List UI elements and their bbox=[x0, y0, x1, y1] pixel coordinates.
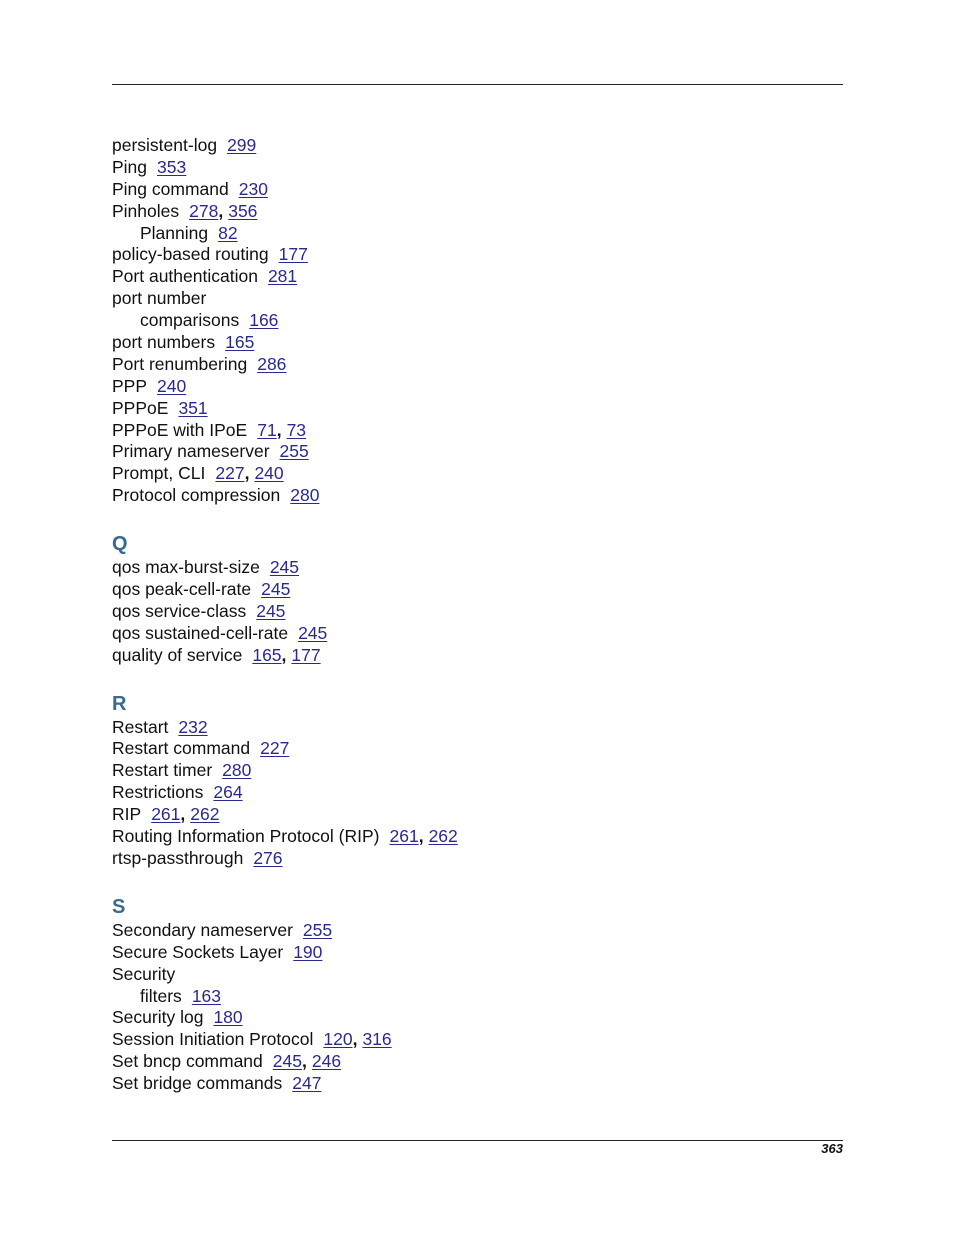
page-link[interactable]: 353 bbox=[157, 156, 187, 177]
page-references bbox=[157, 157, 186, 177]
index-term: Restart command bbox=[112, 738, 251, 759]
index-term: qos service-class bbox=[112, 600, 247, 621]
index-term: Session Initiation Protocol bbox=[112, 1029, 314, 1050]
index-entry bbox=[112, 179, 843, 201]
index-term: port numbers bbox=[112, 332, 216, 353]
page-number: 363 bbox=[821, 1141, 843, 1156]
page-references bbox=[280, 441, 309, 461]
page-references bbox=[290, 485, 319, 505]
page-references bbox=[189, 201, 257, 221]
index-term: Protocol compression bbox=[112, 485, 281, 506]
index-subentry bbox=[112, 986, 843, 1008]
page-link[interactable]: 316 bbox=[362, 1029, 392, 1050]
page-references bbox=[268, 266, 297, 286]
page-references bbox=[222, 760, 251, 780]
page-references bbox=[249, 310, 278, 330]
page-link[interactable]: 246 bbox=[311, 1051, 342, 1072]
index-entry bbox=[112, 964, 843, 986]
index-entry bbox=[112, 942, 843, 964]
index-section bbox=[112, 691, 843, 870]
page-references bbox=[279, 244, 308, 264]
index-subentry bbox=[112, 223, 843, 245]
page-references bbox=[218, 223, 237, 243]
page-link[interactable]: 245 bbox=[272, 1051, 302, 1072]
page-link[interactable]: 262 bbox=[190, 804, 220, 825]
page-references bbox=[215, 463, 283, 483]
page-link[interactable]: 166 bbox=[249, 310, 279, 331]
index-term: Security bbox=[112, 963, 176, 984]
index-term: Ping command bbox=[112, 178, 229, 199]
index-section bbox=[112, 531, 843, 666]
index-entry bbox=[112, 332, 843, 354]
section-letter-heading: R bbox=[112, 692, 127, 715]
page-references bbox=[213, 782, 242, 802]
index-term: Planning bbox=[140, 222, 209, 243]
page-link[interactable]: 190 bbox=[293, 941, 323, 962]
index-entry bbox=[112, 244, 843, 266]
index-term: Restrictions bbox=[112, 782, 204, 803]
page-link[interactable]: 227 bbox=[215, 463, 245, 484]
page-references bbox=[389, 826, 457, 846]
index-entry bbox=[112, 782, 843, 804]
page-references bbox=[253, 848, 282, 868]
index-entry bbox=[112, 1007, 843, 1029]
page-separator: , bbox=[276, 419, 282, 440]
page-references bbox=[261, 579, 290, 599]
index-entry bbox=[112, 1051, 843, 1073]
page-link[interactable]: 177 bbox=[291, 644, 321, 665]
index-entry bbox=[112, 601, 843, 623]
page-link[interactable]: 276 bbox=[253, 847, 283, 868]
page-link[interactable]: 240 bbox=[157, 375, 187, 396]
page-link[interactable]: 165 bbox=[252, 644, 282, 665]
index-term: PPP bbox=[112, 375, 148, 396]
index-entry bbox=[112, 288, 843, 310]
index-entry bbox=[112, 376, 843, 398]
index-entry bbox=[112, 441, 843, 463]
page-separator: , bbox=[244, 463, 250, 484]
page-references bbox=[239, 179, 268, 199]
index-entry bbox=[112, 1073, 843, 1095]
page-references bbox=[270, 557, 299, 577]
page-references bbox=[225, 332, 254, 352]
index-term: RIP bbox=[112, 804, 142, 825]
page-link[interactable]: 261 bbox=[151, 804, 181, 825]
page-references bbox=[273, 1051, 341, 1071]
page-link[interactable]: 245 bbox=[298, 622, 328, 643]
page-link[interactable]: 281 bbox=[267, 266, 298, 287]
index-entry bbox=[112, 485, 843, 507]
page-link[interactable]: 356 bbox=[228, 200, 258, 221]
index-entry bbox=[112, 266, 843, 288]
index-entry bbox=[112, 579, 843, 601]
page-references bbox=[293, 942, 322, 962]
index-entry bbox=[112, 826, 843, 848]
index-term: Routing Information Protocol (RIP) bbox=[112, 826, 380, 847]
index-term: Prompt, CLI bbox=[112, 463, 206, 484]
page-references bbox=[178, 717, 207, 737]
page-link[interactable]: 163 bbox=[191, 985, 222, 1006]
page-link[interactable]: 261 bbox=[389, 826, 419, 847]
index-term: Set bncp command bbox=[112, 1051, 263, 1072]
index-term: port number bbox=[112, 288, 207, 309]
index-term: qos sustained-cell-rate bbox=[112, 622, 289, 643]
index-term: Secondary nameserver bbox=[112, 919, 293, 940]
page-references bbox=[178, 398, 207, 418]
index-term: qos max-burst-size bbox=[112, 557, 260, 578]
page-link[interactable]: 247 bbox=[292, 1073, 322, 1094]
index-entry bbox=[112, 848, 843, 870]
index-term: Ping bbox=[112, 156, 148, 177]
page-references bbox=[303, 920, 332, 940]
page-references bbox=[256, 601, 285, 621]
index-term: Port renumbering bbox=[112, 353, 248, 374]
index-entry bbox=[112, 463, 843, 485]
page-link[interactable]: 71 bbox=[257, 419, 277, 440]
page-separator: , bbox=[281, 644, 287, 665]
index-term: Restart timer bbox=[112, 760, 213, 781]
page-link[interactable]: 180 bbox=[213, 1007, 243, 1028]
page-references bbox=[257, 354, 286, 374]
page-link[interactable]: 255 bbox=[279, 441, 309, 462]
index-term: comparisons bbox=[140, 310, 240, 331]
page-references bbox=[292, 1073, 321, 1093]
page-link[interactable]: 227 bbox=[260, 738, 290, 759]
index-entry bbox=[112, 420, 843, 442]
page-link[interactable]: 245 bbox=[261, 579, 291, 600]
page-link[interactable]: 299 bbox=[227, 135, 257, 155]
page-separator: , bbox=[301, 1051, 307, 1072]
page-link[interactable]: 286 bbox=[257, 353, 287, 374]
index-term: filters bbox=[140, 985, 182, 1006]
index-entry bbox=[112, 804, 843, 826]
header-rule bbox=[112, 84, 843, 85]
index-content bbox=[112, 135, 843, 1095]
section-letter-heading: Q bbox=[112, 533, 128, 556]
page-references bbox=[260, 738, 289, 758]
index-term: Set bridge commands bbox=[112, 1073, 283, 1094]
index-term: Security log bbox=[112, 1007, 204, 1028]
index-term: Restart bbox=[112, 716, 169, 737]
page-separator: , bbox=[418, 826, 424, 847]
index-term: quality of service bbox=[112, 644, 243, 665]
page-link[interactable]: 280 bbox=[290, 485, 320, 506]
page-references bbox=[213, 1007, 242, 1027]
index-term: qos peak-cell-rate bbox=[112, 579, 252, 600]
page-link[interactable]: 280 bbox=[222, 760, 252, 781]
page-references bbox=[227, 135, 256, 155]
index-entry bbox=[112, 623, 843, 645]
index-term: persistent-log bbox=[112, 135, 218, 155]
index-term: policy-based routing bbox=[112, 244, 269, 265]
page-references bbox=[298, 623, 327, 643]
index-section bbox=[112, 894, 843, 1095]
page-references bbox=[157, 376, 186, 396]
index-entry bbox=[112, 738, 843, 760]
page-link[interactable]: 351 bbox=[178, 397, 208, 418]
index-entry bbox=[112, 1029, 843, 1051]
index-entry bbox=[112, 398, 843, 420]
footer-rule bbox=[112, 1140, 843, 1141]
index-term: Pinholes bbox=[112, 200, 180, 221]
index-entry bbox=[112, 135, 843, 157]
index-entry bbox=[112, 920, 843, 942]
page-link[interactable]: 264 bbox=[213, 782, 243, 803]
index-section bbox=[112, 135, 843, 507]
index-entry bbox=[112, 157, 843, 179]
page-separator: , bbox=[218, 200, 224, 221]
index-entry bbox=[112, 717, 843, 739]
page-link[interactable]: 165 bbox=[225, 332, 255, 353]
page-link[interactable]: 255 bbox=[302, 919, 333, 940]
page-link[interactable]: 262 bbox=[428, 826, 458, 847]
page-link[interactable]: 82 bbox=[218, 222, 238, 243]
index-entry bbox=[112, 201, 843, 223]
page-link[interactable]: 230 bbox=[238, 178, 268, 199]
page-references bbox=[252, 645, 320, 665]
index-term: Port authentication bbox=[112, 266, 258, 287]
page-references bbox=[323, 1029, 391, 1049]
index-term: Primary nameserver bbox=[112, 441, 270, 462]
page-link[interactable]: 232 bbox=[178, 716, 208, 737]
index-term: PPPoE with IPoE bbox=[112, 419, 248, 440]
page-references bbox=[151, 804, 219, 824]
page-separator: , bbox=[352, 1029, 358, 1050]
page-link[interactable]: 240 bbox=[254, 463, 284, 484]
index-entry bbox=[112, 354, 843, 376]
index-term: Secure Sockets Layer bbox=[112, 941, 284, 962]
index-subentry bbox=[112, 310, 843, 332]
page-references bbox=[257, 420, 306, 440]
page-link[interactable]: 245 bbox=[256, 600, 286, 621]
page-link[interactable]: 245 bbox=[269, 557, 300, 578]
index-entry bbox=[112, 760, 843, 782]
section-letter-heading: S bbox=[112, 895, 126, 918]
page-references bbox=[192, 986, 221, 1006]
page-separator: , bbox=[180, 804, 186, 825]
index-term: rtsp-passthrough bbox=[112, 847, 244, 868]
page-link[interactable]: 177 bbox=[278, 244, 308, 265]
page-link[interactable]: 120 bbox=[323, 1029, 353, 1050]
index-term: PPPoE bbox=[112, 397, 169, 418]
index-entry bbox=[112, 557, 843, 579]
page-link[interactable]: 73 bbox=[286, 419, 307, 440]
page-link[interactable]: 278 bbox=[189, 200, 219, 221]
index-entry bbox=[112, 645, 843, 667]
